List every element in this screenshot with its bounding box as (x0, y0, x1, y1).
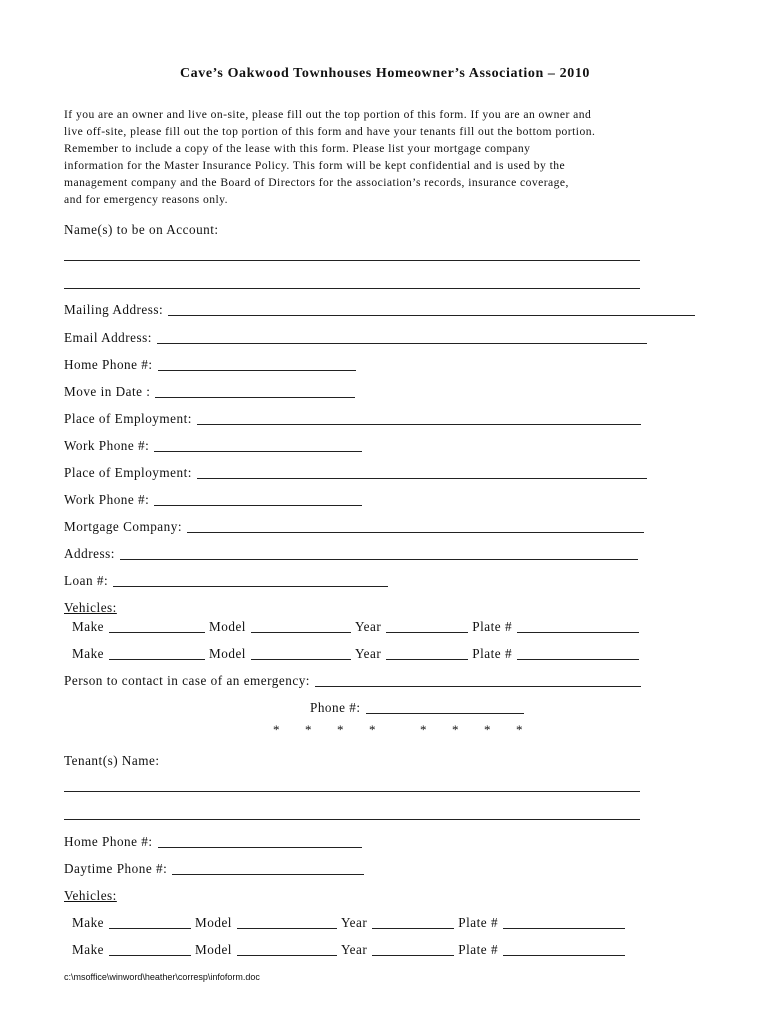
vehicle-model-input[interactable] (237, 954, 337, 956)
owner-vehicle-row-1 (72, 619, 639, 635)
vehicle-model-label: Model (209, 619, 246, 634)
vehicle-plate-input[interactable] (517, 631, 639, 633)
vehicle-year-input[interactable] (372, 927, 454, 929)
vehicle-year-label: Year (354, 646, 382, 661)
separator-star: * (516, 722, 523, 737)
work-phone-input-2[interactable] (154, 504, 362, 506)
tenant-home-phone-input[interactable] (158, 846, 362, 848)
vehicle-plate-label: Plate # (458, 915, 499, 930)
vehicle-year-label: Year (340, 942, 368, 957)
vehicle-model-input[interactable] (251, 658, 351, 660)
instructions-line: live off-site, please fill out the top portion of this form and have your tenants fill out the bottom portion. (64, 125, 596, 138)
vehicle-model-label: Model (209, 646, 246, 661)
owner-vehicles-heading (64, 600, 117, 616)
move-in-date-input[interactable] (155, 396, 355, 398)
work-phone-label-2: Work Phone #: (64, 492, 150, 507)
file-path-footer: c:\msoffice\winword\heather\corresp\infoform.doc (64, 972, 260, 982)
separator-star: * (273, 722, 280, 737)
mortgage-company-label: Mortgage Company: (64, 519, 183, 534)
email-address-field (64, 330, 647, 346)
vehicle-year-input[interactable] (386, 658, 468, 660)
vehicle-model-input[interactable] (251, 631, 351, 633)
owner-vehicle-row-2 (72, 646, 639, 662)
separator-star: * (484, 722, 491, 737)
vehicle-make-label: Make (72, 619, 105, 634)
vehicle-plate-label: Plate # (472, 619, 513, 634)
emergency-contact-field (64, 673, 641, 689)
form-title: Cave’s Oakwood Townhouses Homeowner’s Association – 2010 (179, 66, 591, 81)
mortgage-address-input[interactable] (120, 558, 638, 560)
employment-field-2 (64, 465, 647, 481)
mortgage-address-field (64, 546, 638, 562)
vehicle-model-input[interactable] (237, 927, 337, 929)
vehicle-plate-label: Plate # (458, 942, 499, 957)
vehicle-model-label: Model (195, 942, 232, 957)
work-phone-field-1 (64, 438, 362, 454)
vehicle-make-input[interactable] (109, 927, 191, 929)
tenant-daytime-phone-label: Daytime Phone #: (64, 861, 168, 876)
work-phone-field-2 (64, 492, 362, 508)
vehicle-year-input[interactable] (386, 631, 468, 633)
tenant-home-phone-field (64, 834, 362, 850)
vehicle-year-input[interactable] (372, 954, 454, 956)
employment-input-1[interactable] (197, 423, 641, 425)
emergency-phone-label: Phone #: (310, 700, 361, 715)
loan-number-label: Loan #: (64, 573, 109, 588)
employment-input-2[interactable] (197, 477, 647, 479)
vehicle-plate-input[interactable] (503, 927, 625, 929)
account-name-line-2[interactable] (64, 288, 640, 289)
emergency-contact-input[interactable] (315, 685, 641, 687)
move-in-date-label: Move in Date : (64, 384, 151, 399)
account-names-field (64, 222, 219, 238)
emergency-phone-field (310, 700, 524, 716)
home-phone-input[interactable] (158, 369, 356, 371)
separator-star: * (369, 722, 376, 737)
loan-number-field (64, 573, 388, 589)
tenant-home-phone-label: Home Phone #: (64, 834, 153, 849)
email-address-label: Email Address: (64, 330, 152, 345)
mailing-address-input[interactable] (168, 314, 695, 316)
tenant-daytime-phone-input[interactable] (172, 873, 364, 875)
tenant-vehicles-heading (64, 888, 117, 904)
mortgage-address-label: Address: (64, 546, 115, 561)
vehicle-make-label: Make (72, 646, 105, 661)
home-phone-field (64, 357, 356, 373)
move-in-date-field (64, 384, 355, 400)
instructions-line: and for emergency reasons only. (64, 193, 228, 206)
vehicle-make-input[interactable] (109, 658, 205, 660)
mailing-address-field (64, 302, 695, 318)
separator-star: * (420, 722, 427, 737)
vehicle-plate-label: Plate # (472, 646, 513, 661)
work-phone-input-1[interactable] (154, 450, 362, 452)
vehicle-year-label: Year (340, 915, 368, 930)
separator-star: * (337, 722, 344, 737)
home-phone-label: Home Phone #: (64, 357, 153, 372)
vehicle-make-input[interactable] (109, 954, 191, 956)
loan-number-input[interactable] (113, 585, 388, 587)
work-phone-label-1: Work Phone #: (64, 438, 150, 453)
owner-vehicles-label: Vehicles: (64, 600, 117, 615)
vehicle-model-label: Model (195, 915, 232, 930)
vehicle-plate-input[interactable] (517, 658, 639, 660)
account-name-line-1[interactable] (64, 260, 640, 261)
account-names-label: Name(s) to be on Account: (64, 222, 219, 237)
employment-field-1 (64, 411, 641, 427)
mortgage-company-field (64, 519, 644, 535)
vehicle-make-label: Make (72, 942, 105, 957)
separator-star: * (452, 722, 459, 737)
email-address-input[interactable] (157, 342, 647, 344)
tenant-names-field (64, 753, 160, 769)
vehicle-make-input[interactable] (109, 631, 205, 633)
vehicle-make-label: Make (72, 915, 105, 930)
instructions-line: information for the Master Insurance Policy. This form will be kept confidential and is used by the (64, 159, 566, 172)
tenant-vehicle-row-2 (72, 942, 625, 958)
tenant-name-line-2[interactable] (64, 819, 640, 820)
instructions-paragraph (64, 106, 714, 208)
employment-label-1: Place of Employment: (64, 411, 192, 426)
emergency-phone-input[interactable] (366, 712, 524, 714)
instructions-line: management company and the Board of Directors for the association’s records, insurance coverage, (64, 176, 569, 189)
vehicle-year-label: Year (354, 619, 382, 634)
tenant-vehicle-row-1 (72, 915, 625, 931)
instructions-line: Remember to include a copy of the lease with this form. Please list your mortgage company (64, 142, 531, 155)
employment-label-2: Place of Employment: (64, 465, 192, 480)
vehicle-plate-input[interactable] (503, 954, 625, 956)
emergency-contact-label: Person to contact in case of an emergency: (64, 673, 310, 688)
tenant-daytime-phone-field (64, 861, 364, 877)
separator-star: * (305, 722, 312, 737)
mailing-address-label: Mailing Address: (64, 302, 164, 317)
mortgage-company-input[interactable] (187, 531, 644, 533)
tenant-names-label: Tenant(s) Name: (64, 753, 160, 768)
tenant-name-line-1[interactable] (64, 791, 640, 792)
instructions-line: If you are an owner and live on-site, please fill out the top portion of this form. If you are an owner and (64, 108, 592, 121)
tenant-vehicles-label: Vehicles: (64, 888, 117, 903)
